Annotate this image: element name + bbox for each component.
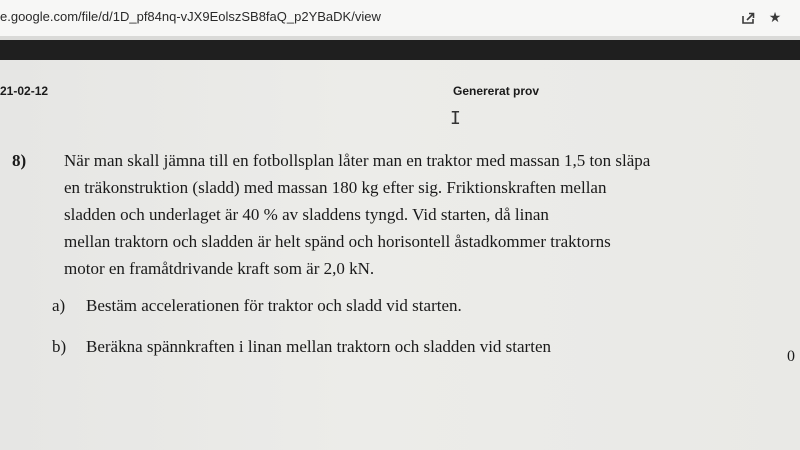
question-line-3: sladden och underlaget är 40 % av sladdens tyngd. Vid starten, då linan [64, 205, 549, 224]
browser-address-bar [0, 0, 800, 36]
viewer-toolbar-band [0, 40, 800, 60]
document-page [0, 60, 800, 450]
url-field[interactable]: e.google.com/file/d/1D_pf84nq-vJX9EolszSB8faQ_p2YBaDK/view [0, 9, 381, 24]
star-icon[interactable]: ★ [768, 10, 782, 26]
text-cursor-icon: I [450, 108, 461, 129]
part-b-text: Beräkna spännkraften i linan mellan traktorn och sladden vid starten [86, 337, 551, 356]
part-b-label: b) [52, 337, 67, 356]
page-edge-text: 0 [787, 348, 795, 365]
document-date: 21-02-12 [0, 84, 49, 98]
share-icon[interactable] [738, 8, 758, 28]
part-a-text: Bestäm accelerationen för traktor och sladd vid starten. [86, 296, 462, 315]
part-a-label: a) [52, 296, 66, 315]
share-icon-glyph [740, 10, 756, 26]
question-line-1: När man skall jämna till en fotbollsplan låter man en traktor med massan 1,5 ton släpa [64, 151, 651, 170]
question-number: 8) [12, 151, 27, 170]
document-title: Genererat prov [453, 84, 540, 98]
question-line-2: en träkonstruktion (sladd) med massan 180 kg efter sig. Friktionskraften mellan [64, 178, 607, 197]
question-line-5: motor en framåtdrivande kraft som är 2,0 kN. [64, 259, 375, 278]
question-line-4: mellan traktorn och sladden är helt spänd och horisontell åstadkommer traktorns [64, 232, 611, 251]
